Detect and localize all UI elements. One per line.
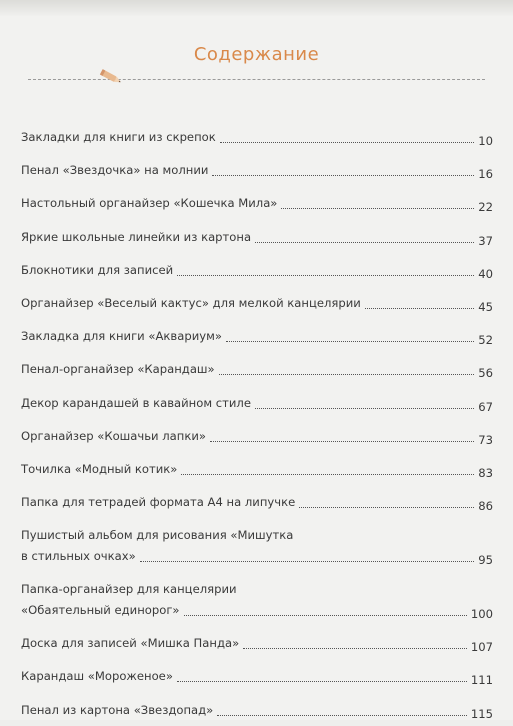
toc-entry-title: Доска для записей «Мишка Панда» [21,636,240,651]
toc-entry-title: Настольный органайзер «Кошечка Мила» [21,196,278,211]
toc-entry[interactable] [21,352,493,385]
toc-page-number: 16 [478,167,493,182]
toc-page-number: 111 [470,673,493,688]
toc-entry[interactable] [21,419,493,452]
toc-leader-dots [219,372,474,375]
toc-entry-title: Декор карандашей в кавайном стиле [21,395,251,410]
toc-entry[interactable] [21,659,493,692]
toc-page-number: 107 [470,640,493,655]
page-top-edge [0,0,513,16]
toc-entry[interactable] [21,693,493,726]
toc-leader-dots [255,240,474,243]
toc-entry-title-line2: «Обаятельный единорог» [21,603,180,618]
toc-page-number: 40 [478,266,493,281]
toc-entry[interactable] [21,518,493,572]
toc-leader-dots [212,173,474,176]
toc-entry[interactable] [21,319,493,352]
toc-entry-title: Закладка для книги «Аквариум» [21,329,222,344]
toc-entry-title: Папка для тетрадей формата А4 на липучке [21,495,296,510]
pencil-icon [96,67,126,87]
toc-entry-title: Пушистый альбом для рисования «Мишутка [21,528,294,543]
toc-entry-title: Яркие школьные линейки из картона [21,229,252,244]
toc-entry[interactable] [21,286,493,319]
toc-entry-title: Органайзер «Веселый кактус» для мелкой канцелярии [21,295,361,310]
toc-page-number: 83 [478,465,493,480]
toc-leader-dots [184,613,467,616]
toc-page-number: 95 [478,553,493,568]
toc-page-number: 73 [478,432,493,447]
toc-leader-dots [181,472,474,475]
toc-leader-dots [255,406,474,409]
toc-entry-title: Папка-органайзер для канцелярии [21,582,237,597]
toc-leader-dots [217,713,467,716]
toc-entry[interactable] [21,626,493,659]
toc-leader-dots [243,646,467,649]
toc-leader-dots [281,206,474,209]
toc-entry[interactable] [21,153,493,186]
toc-entry-title: Точилка «Модный котик» [21,461,178,476]
toc-entry-title-line2: в стильных очках» [21,549,136,564]
toc-leader-dots [140,559,474,562]
toc-entry[interactable] [21,220,493,253]
toc-page-number: 115 [470,706,493,721]
toc-entry-title: Закладки для книги из скрепок [21,130,216,144]
toc-entry-title: Пенал «Звездочка» на молнии [21,163,209,178]
toc-entry[interactable] [21,452,493,485]
toc-entry[interactable] [21,485,493,518]
toc-page-number: 10 [478,134,493,148]
toc-page-number: 22 [478,200,493,215]
toc-leader-dots [210,439,474,442]
page-title: Содержание [193,44,320,65]
toc-leader-dots [299,505,474,508]
toc-page-number: 67 [478,399,493,414]
toc-page-number: 86 [478,499,493,514]
table-of-contents [21,120,493,726]
toc-leader-dots [226,339,474,342]
toc-page-number: 52 [478,333,493,348]
toc-entry-title: Блокнотики для записей [21,262,174,277]
toc-page-number: 45 [478,299,493,314]
toc-entry-title: Пенал из картона «Звездопад» [21,702,214,717]
toc-entry[interactable] [21,572,493,626]
toc-entry-title: Органайзер «Кошачьи лапки» [21,428,207,443]
toc-page-number: 100 [470,607,493,622]
toc-leader-dots [177,679,467,682]
toc-page-number: 37 [478,233,493,248]
toc-entry[interactable] [21,253,493,286]
toc-entry[interactable] [21,386,493,419]
toc-entry-title: Пенал-органайзер «Карандаш» [21,362,215,377]
toc-entry[interactable] [21,186,493,219]
toc-entry[interactable] [21,120,493,153]
toc-leader-dots [177,273,474,276]
toc-entry-title: Карандаш «Мороженое» [21,669,173,684]
toc-page-number: 56 [478,366,493,381]
toc-leader-dots [365,306,474,309]
toc-leader-dots [220,140,474,143]
